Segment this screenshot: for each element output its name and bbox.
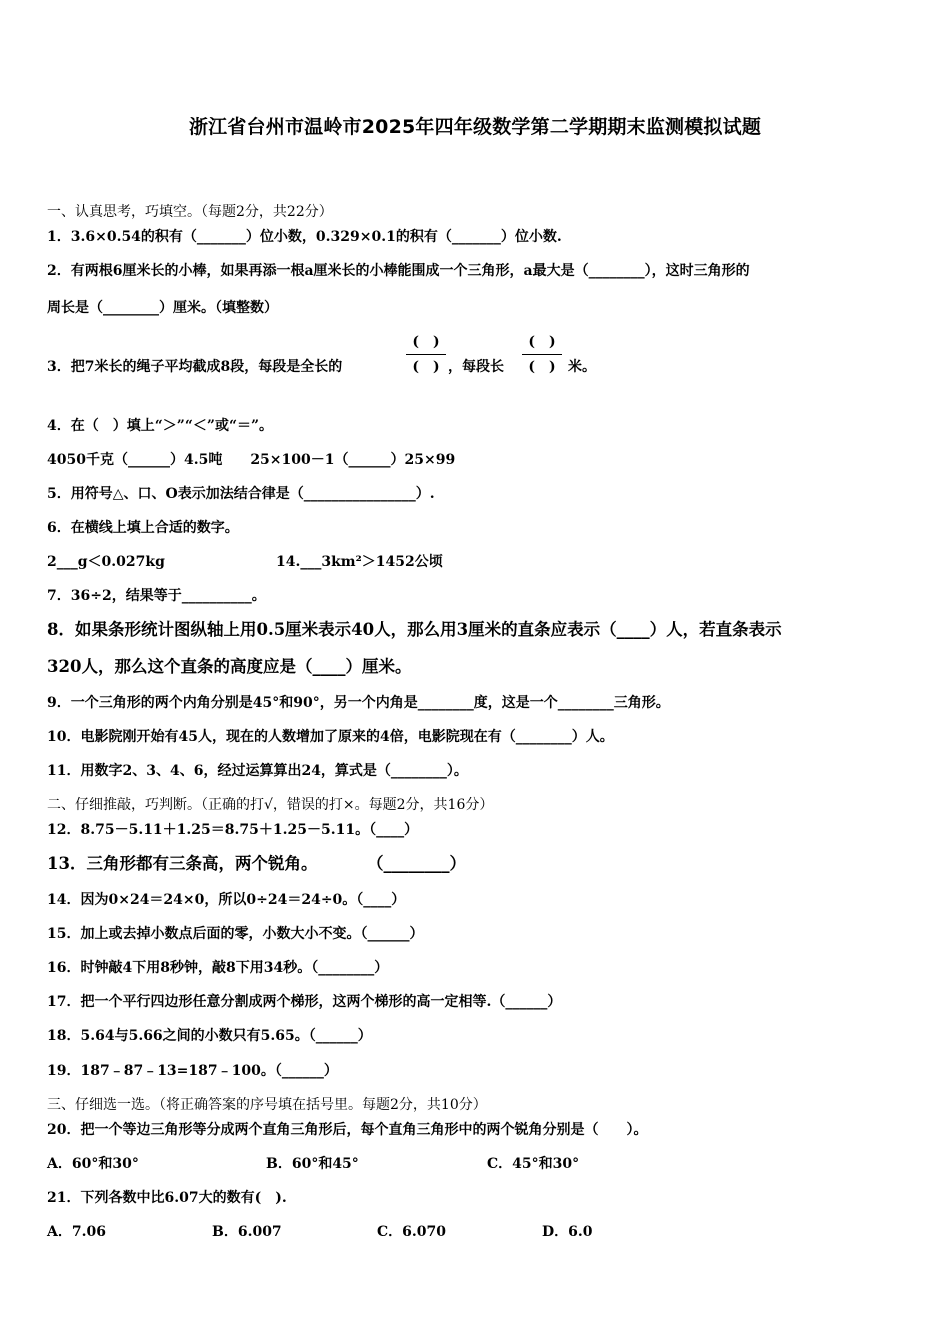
question-6-item-b: 14.___3km²＞1452公顷 [276,554,443,570]
question-20-option-c: C．45°和30° [487,1156,580,1172]
question-18: 18．5.64与5.66之间的小数只有5.65。（______） [47,1028,372,1044]
question-21-option-d: D．6.0 [542,1224,593,1240]
fraction-2-numerator: ( ) [528,334,556,350]
fraction-2-denominator: ( ) [528,359,556,375]
fraction-2 [522,332,562,377]
question-19: 19．187﹣87﹣13=187﹣100。（______） [47,1063,338,1079]
question-1: 1．3.6×0.54的积有（_______）位小数，0.329×0.1的积有（_______）位小数. [47,229,562,245]
question-14: 14．因为0×24＝24×0，所以0÷24＝24÷0。（____） [47,892,406,908]
question-15: 15．加上或去掉小数点后面的零，小数大小不变。（______） [47,926,424,942]
fraction-1-bar [406,354,446,355]
section-1-heading: 一、认真思考，巧填空。（每题2分，共22分） [47,204,333,220]
question-20: 20．把一个等边三角形等分成两个直角三角形后，每个直角三角形中的两个锐角分别是（ ）。 [47,1122,648,1138]
question-20-option-a: A．60°和30° [47,1156,139,1172]
question-4-items: 4050千克（______）4.5吨 25×100－1（______）25×99 [47,452,456,468]
question-21: 21．下列各数中比6.07大的数有( ). [47,1190,287,1206]
question-6-item-a: 2___g＜0.027kg [47,554,165,570]
question-4: 4．在（ ）填上“＞”“＜”或“＝”。 [47,418,274,434]
question-3-part-2: ，每段长 [448,359,504,375]
question-20-option-b: B．60°和45° [266,1156,359,1172]
question-2-line-2: 周长是（________）厘米。（填整数） [47,300,278,316]
question-13: 13．三角形都有三条高，两个锐角。 （________） [47,854,466,873]
question-5: 5．用符号△、口、O表示加法结合律是（________________）. [47,486,435,502]
question-7: 7．36÷2，结果等于__________。 [47,588,266,604]
question-21-option-c: C．6.070 [377,1224,446,1240]
fraction-1-numerator: ( ) [412,334,440,350]
question-3-part-1: 3．把7米长的绳子平均截成8段，每段是全长的 [47,359,343,375]
question-11: 11．用数字2、3、4、6，经过运算算出24，算式是（________）。 [47,763,468,779]
question-8-line-2: 320人，那么这个直条的高度应是（____）厘米。 [47,657,412,676]
question-12: 12．8.75－5.11＋1.25＝8.75＋1.25－5.11。（____） [47,822,419,838]
page-title: 浙江省台州市温岭市2025年四年级数学第二学期期末监测模拟试题 [188,116,762,138]
section-3-heading: 三、仔细选一选。（将正确答案的序号填在括号里。每题2分，共10分） [47,1097,487,1113]
question-2-line-1: 2．有两根6厘米长的小棒，如果再添一根a厘米长的小棒能围成一个三角形，a最大是（________），这时三角形的 [47,263,750,279]
question-21-option-b: B．6.007 [212,1224,282,1240]
section-2-heading: 二、仔细推敲，巧判断。（正确的打√，错误的打×。每题2分，共16分） [47,797,494,813]
question-9: 9．一个三角形的两个内角分别是45°和90°，另一个内角是________度，这是一个________三角形。 [47,695,670,711]
question-6: 6．在横线上填上合适的数字。 [47,520,239,536]
question-16: 16．时钟敲4下用8秒钟，敲8下用34秒。（________） [47,960,389,976]
question-10: 10．电影院刚开始有45人，现在的人数增加了原来的4倍，电影院现在有（________）人。 [47,729,614,745]
fraction-2-bar [522,354,562,355]
question-3-part-3: 米。 [568,359,596,375]
fraction-1 [406,332,446,377]
question-21-option-a: A．7.06 [47,1224,106,1240]
question-17: 17．把一个平行四边形任意分割成两个梯形，这两个梯形的高一定相等.（______） [47,994,562,1010]
fraction-1-denominator: ( ) [412,359,440,375]
question-8-line-1: 8．如果条形统计图纵轴上用0.5厘米表示40人，那么用3厘米的直条应表示（____）人，若直条表示 [47,620,782,639]
